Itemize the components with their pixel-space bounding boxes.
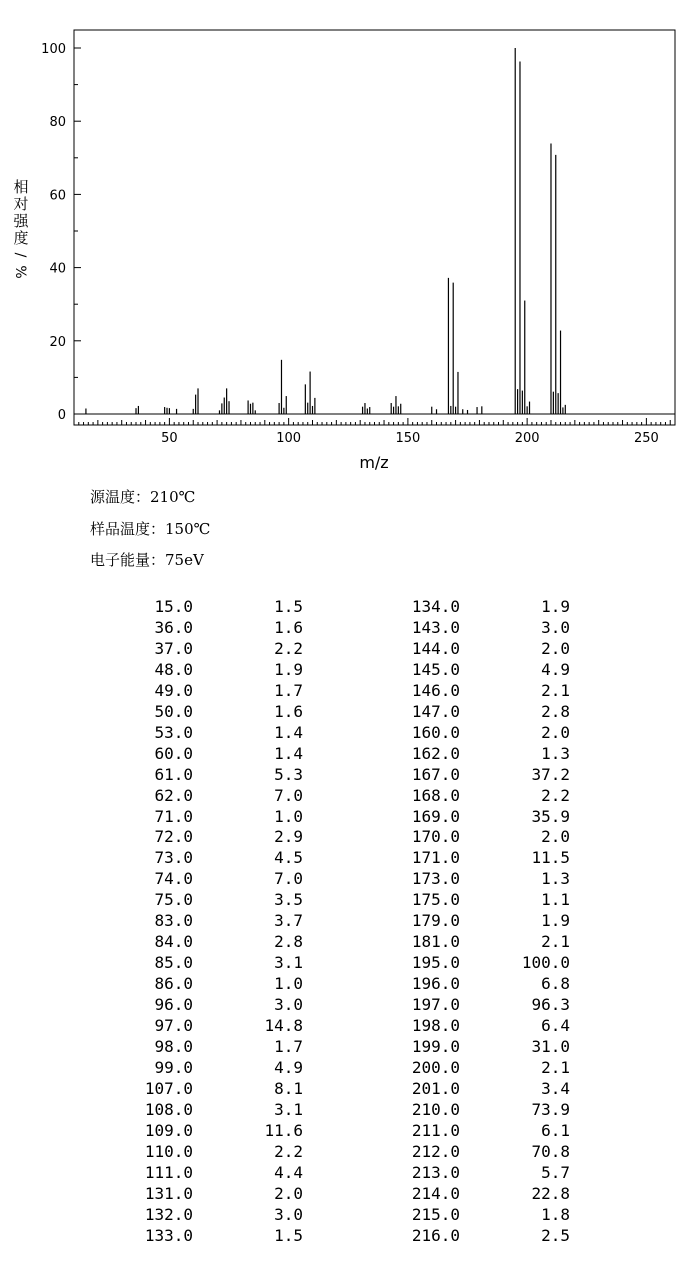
- intensity-cell: 1.9: [274, 659, 303, 679]
- table-row: [0, 597, 696, 618]
- table-row: [0, 807, 696, 828]
- intensity-cell: 2.0: [541, 827, 570, 847]
- mz-cell: 162.0: [411, 743, 460, 763]
- mz-cell: 132.0: [144, 1204, 193, 1224]
- mz-cell: 146.0: [411, 680, 460, 700]
- intensity-cell: 2.8: [274, 932, 303, 952]
- mz-cell: 147.0: [411, 701, 460, 721]
- table-row: [0, 765, 696, 786]
- mass-spectrum-chart: [0, 0, 696, 480]
- intensity-cell: 8.1: [274, 1078, 303, 1098]
- mz-cell: 212.0: [411, 1141, 460, 1161]
- table-row: [0, 1037, 696, 1058]
- intensity-cell: 1.3: [541, 743, 570, 763]
- intensity-cell: 3.0: [541, 617, 570, 637]
- y-tick-label: 0: [57, 408, 66, 423]
- table-row: [0, 848, 696, 869]
- electron-energy-value: 75eV: [165, 551, 204, 569]
- table-row: [0, 1226, 696, 1247]
- intensity-cell: 7.0: [274, 785, 303, 805]
- plot-frame: [74, 30, 675, 425]
- mz-cell: 111.0: [144, 1162, 193, 1182]
- table-row: [0, 702, 696, 723]
- table-row: [0, 1184, 696, 1205]
- mz-cell: 36.0: [154, 617, 193, 637]
- intensity-cell: 1.0: [274, 974, 303, 994]
- y-tick-label: 20: [49, 334, 66, 350]
- mz-cell: 131.0: [144, 1183, 193, 1203]
- electron-energy: [90, 551, 204, 569]
- table-row: [0, 660, 696, 681]
- y-axis-ticks: [41, 42, 81, 423]
- mz-cell: 85.0: [154, 953, 193, 973]
- y-axis-label-char: 强: [13, 212, 29, 230]
- intensity-cell: 3.4: [541, 1078, 570, 1098]
- intensity-cell: 2.0: [274, 1183, 303, 1203]
- sample-temperature-value: 150℃: [165, 520, 211, 538]
- intensity-cell: 100.0: [521, 953, 570, 973]
- intensity-cell: 1.7: [274, 680, 303, 700]
- mz-cell: 167.0: [411, 764, 460, 784]
- intensity-cell: 1.5: [274, 1225, 303, 1245]
- intensity-cell: 1.8: [541, 1204, 570, 1224]
- mz-cell: 181.0: [411, 932, 460, 952]
- sample-temperature: [90, 520, 210, 538]
- mz-cell: 109.0: [144, 1120, 193, 1140]
- intensity-cell: 1.5: [274, 597, 303, 616]
- x-axis-label: m/z: [359, 453, 389, 472]
- spectrum-peaks: [86, 48, 565, 414]
- mz-cell: 198.0: [411, 1016, 460, 1035]
- intensity-cell: 1.1: [541, 890, 570, 910]
- intensity-cell: 1.0: [274, 806, 303, 826]
- table-row: [0, 744, 696, 765]
- mz-cell: 74.0: [154, 869, 193, 889]
- intensity-cell: 1.9: [541, 911, 570, 931]
- mz-cell: 175.0: [411, 890, 460, 910]
- mz-cell: 179.0: [411, 911, 460, 931]
- mz-cell: 145.0: [411, 659, 460, 679]
- y-axis-label-char: /: [12, 252, 28, 258]
- intensity-cell: 2.0: [541, 638, 570, 658]
- mz-cell: 196.0: [411, 974, 460, 994]
- intensity-cell: 3.1: [274, 1099, 303, 1119]
- source-temperature-label: 源温度：: [90, 488, 151, 506]
- table-row: [0, 723, 696, 744]
- mz-cell: 216.0: [411, 1225, 460, 1245]
- mz-cell: 71.0: [154, 806, 193, 826]
- y-axis-label: [12, 178, 29, 279]
- mz-cell: 75.0: [154, 890, 193, 910]
- mz-cell: 199.0: [411, 1036, 460, 1056]
- x-tick-label: 100: [276, 431, 302, 446]
- mz-cell: 200.0: [411, 1057, 460, 1077]
- mz-cell: 37.0: [154, 638, 193, 658]
- intensity-cell: 6.4: [541, 1016, 570, 1035]
- intensity-cell: 6.1: [541, 1120, 570, 1140]
- intensity-cell: 3.0: [274, 1204, 303, 1224]
- intensity-cell: 5.3: [274, 764, 303, 784]
- intensity-cell: 5.7: [541, 1162, 570, 1182]
- y-axis-label-char: 对: [13, 195, 29, 213]
- mz-cell: 108.0: [144, 1099, 193, 1119]
- table-row: [0, 639, 696, 660]
- mz-cell: 98.0: [154, 1036, 193, 1056]
- intensity-cell: 1.4: [274, 743, 303, 763]
- mz-cell: 84.0: [154, 932, 193, 952]
- mz-cell: 86.0: [154, 974, 193, 994]
- mz-cell: 197.0: [411, 995, 460, 1015]
- x-axis-ticks: [79, 418, 675, 446]
- source-temperature: [90, 488, 195, 506]
- y-axis-label-char: %: [12, 265, 28, 279]
- intensity-cell: 4.9: [541, 659, 570, 679]
- mz-cell: 134.0: [411, 597, 460, 616]
- mz-cell: 107.0: [144, 1078, 193, 1098]
- mz-cell: 83.0: [154, 911, 193, 931]
- intensity-cell: 37.2: [531, 764, 570, 784]
- intensity-cell: 14.8: [264, 1016, 303, 1035]
- table-row: [0, 1079, 696, 1100]
- intensity-cell: 2.1: [541, 680, 570, 700]
- mz-cell: 213.0: [411, 1162, 460, 1182]
- mz-cell: 195.0: [411, 953, 460, 973]
- table-row: [0, 827, 696, 848]
- mz-cell: 143.0: [411, 617, 460, 637]
- mz-cell: 201.0: [411, 1078, 460, 1098]
- intensity-cell: 73.9: [531, 1099, 570, 1119]
- mz-cell: 144.0: [411, 638, 460, 658]
- intensity-cell: 2.1: [541, 932, 570, 952]
- x-tick-label: 150: [395, 431, 421, 446]
- intensity-cell: 1.3: [541, 869, 570, 889]
- intensity-cell: 22.8: [531, 1183, 570, 1203]
- intensity-cell: 2.9: [274, 827, 303, 847]
- intensity-cell: 3.7: [274, 911, 303, 931]
- intensity-cell: 3.5: [274, 890, 303, 910]
- electron-energy-label: 电子能量：: [90, 551, 166, 569]
- intensity-cell: 2.2: [541, 785, 570, 805]
- intensity-cell: 2.5: [541, 1225, 570, 1245]
- mz-cell: 168.0: [411, 785, 460, 805]
- mz-cell: 61.0: [154, 764, 193, 784]
- intensity-cell: 4.9: [274, 1057, 303, 1077]
- table-row: [0, 911, 696, 932]
- table-row: [0, 1100, 696, 1121]
- mz-cell: 133.0: [144, 1225, 193, 1245]
- table-row: [0, 995, 696, 1016]
- intensity-cell: 4.4: [274, 1162, 303, 1182]
- intensity-cell: 1.6: [274, 701, 303, 721]
- mz-cell: 73.0: [154, 848, 193, 868]
- y-axis-label-char: 相: [13, 178, 29, 196]
- mz-cell: 99.0: [154, 1057, 193, 1077]
- table-row: [0, 1163, 696, 1184]
- table-row: [0, 974, 696, 995]
- mz-cell: 96.0: [154, 995, 193, 1015]
- table-row: [0, 1121, 696, 1142]
- mz-cell: 173.0: [411, 869, 460, 889]
- intensity-cell: 2.8: [541, 701, 570, 721]
- mz-cell: 169.0: [411, 806, 460, 826]
- y-tick-label: 60: [49, 188, 66, 204]
- source-temperature-value: 210℃: [150, 488, 196, 506]
- mz-cell: 160.0: [411, 722, 460, 742]
- table-row: [0, 1205, 696, 1226]
- mz-cell: 53.0: [154, 722, 193, 742]
- intensity-cell: 1.9: [541, 597, 570, 616]
- intensity-cell: 3.0: [274, 995, 303, 1015]
- intensity-cell: 35.9: [531, 806, 570, 826]
- y-axis-label-char: 度: [13, 229, 29, 247]
- intensity-cell: 11.5: [531, 848, 570, 868]
- intensity-cell: 2.2: [274, 1141, 303, 1161]
- intensity-cell: 2.2: [274, 638, 303, 658]
- intensity-cell: 1.4: [274, 722, 303, 742]
- intensity-cell: 3.1: [274, 953, 303, 973]
- table-row: [0, 953, 696, 974]
- mz-cell: 110.0: [144, 1141, 193, 1161]
- mz-cell: 210.0: [411, 1099, 460, 1119]
- table-row: [0, 681, 696, 702]
- table-row: [0, 1016, 696, 1037]
- intensity-cell: 4.5: [274, 848, 303, 868]
- mz-cell: 215.0: [411, 1204, 460, 1224]
- x-tick-label: 250: [633, 431, 659, 446]
- table-row: [0, 932, 696, 953]
- mz-cell: 171.0: [411, 848, 460, 868]
- mz-cell: 62.0: [154, 785, 193, 805]
- mz-cell: 15.0: [154, 597, 193, 616]
- mz-cell: 49.0: [154, 680, 193, 700]
- mz-cell: 72.0: [154, 827, 193, 847]
- table-row: [0, 786, 696, 807]
- table-row: [0, 869, 696, 890]
- sample-temperature-label: 样品温度：: [90, 520, 166, 538]
- intensity-cell: 6.8: [541, 974, 570, 994]
- x-tick-label: 200: [514, 431, 540, 446]
- table-row: [0, 1142, 696, 1163]
- intensity-cell: 1.7: [274, 1036, 303, 1056]
- mz-cell: 48.0: [154, 659, 193, 679]
- intensity-cell: 70.8: [531, 1141, 570, 1161]
- mz-cell: 97.0: [154, 1016, 193, 1035]
- table-row: [0, 890, 696, 911]
- mz-cell: 50.0: [154, 701, 193, 721]
- table-row: [0, 618, 696, 639]
- mz-cell: 170.0: [411, 827, 460, 847]
- mz-cell: 60.0: [154, 743, 193, 763]
- intensity-cell: 1.6: [274, 617, 303, 637]
- intensity-cell: 11.6: [264, 1120, 303, 1140]
- y-tick-label: 100: [41, 42, 66, 57]
- intensity-cell: 2.1: [541, 1057, 570, 1077]
- table-row: [0, 1058, 696, 1079]
- y-tick-label: 80: [49, 115, 66, 131]
- intensity-cell: 31.0: [531, 1036, 570, 1056]
- chart-axes: [74, 30, 675, 425]
- intensity-cell: 7.0: [274, 869, 303, 889]
- intensity-cell: 2.0: [541, 722, 570, 742]
- x-tick-label: 50: [161, 431, 178, 446]
- mz-cell: 214.0: [411, 1183, 460, 1203]
- intensity-cell: 96.3: [531, 995, 570, 1015]
- mz-cell: 211.0: [411, 1120, 460, 1140]
- y-tick-label: 40: [49, 261, 66, 277]
